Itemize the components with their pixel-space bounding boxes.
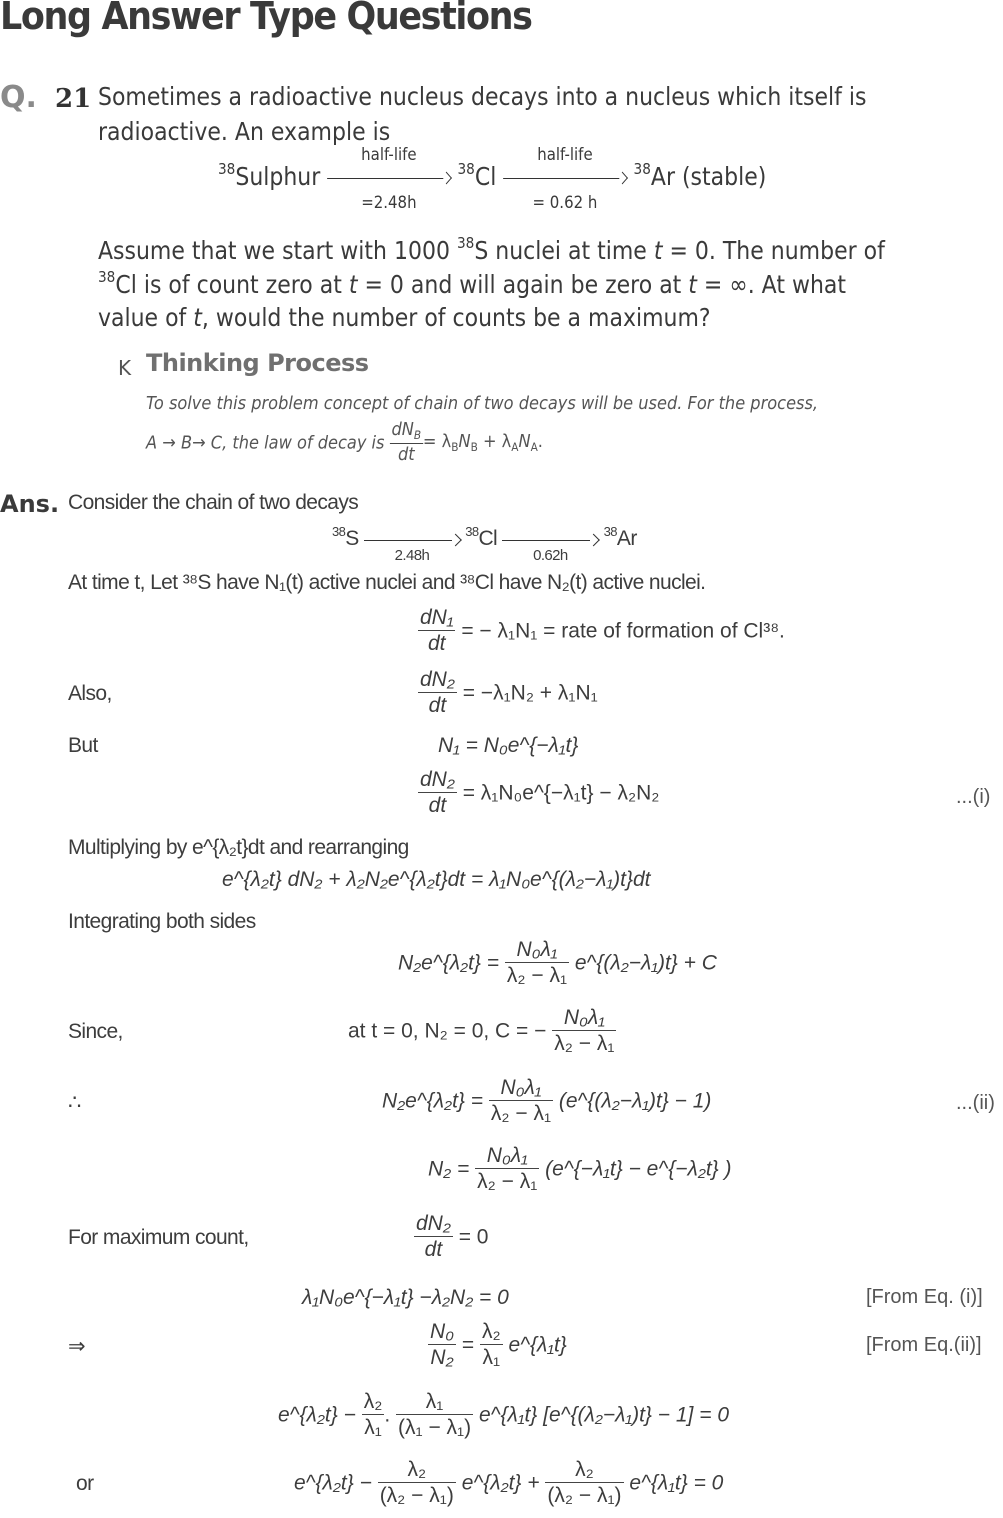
question-intro-line2: radioactive. An example is	[98, 117, 391, 146]
equation-2: $\frac{\text{dN₂}}{dt}$ = −λ₁N₂ + λ₁N₁	[420, 668, 598, 718]
decay-law-fraction: $\frac{dN_B}{dt}$	[391, 419, 422, 465]
arrow-head-icon	[588, 533, 601, 546]
arrow-head-icon	[617, 171, 628, 184]
thinking-process-title: Thinking Process	[146, 349, 369, 377]
decay-arrow: 2.48h	[364, 527, 460, 553]
equation-6: N₂e^{λ₂t} = $\frac{\text{N₀λ₁}}{\text{λ₂ − λ₁}}$ e^{(λ₂−λ₁)t} + C	[398, 938, 717, 988]
arrow-label-top: half-life	[361, 144, 417, 165]
arrow-head-icon	[449, 533, 462, 546]
equation-ref-i: [From Eq. (i)]	[866, 1286, 983, 1308]
mass-number: 38	[633, 160, 651, 178]
answer-decay-chain: $^{38}$S 2.48h $^{38}$Cl 0.62h $^{38}$Ar	[332, 524, 637, 564]
nucleus-chlorine: Cl	[474, 161, 497, 191]
nucleus-argon: Ar (stable)	[650, 161, 767, 191]
question-label: Q.	[0, 80, 37, 115]
question-decay-chain	[218, 144, 767, 213]
equation-12: $\frac{\text{N₀}}{\text{N₂}}$ = $\frac{\text{λ₂}}{\text{λ₁}}$ e^{λ₁t}	[430, 1320, 567, 1370]
equation-tag-i: ...(i)	[956, 786, 991, 808]
equation-4: $\frac{\text{dN₂}}{dt}$ = λ₁N₀e^{−λ₁t} − λ₂N₂	[420, 768, 660, 818]
equation-10: $\frac{\text{dN₂}}{dt}$ = 0	[416, 1212, 489, 1262]
since-label: Since,	[68, 1020, 123, 1043]
equation-5: e^{λ₂t} dN₂ + λ₂N₂e^{λ₂t}dt = λ₁N₀e^{(λ₂−λ₁)t}dt	[222, 868, 651, 891]
decay-arrow: 0.62h	[502, 527, 598, 553]
arrow-label-bottom: = 0.62 h	[532, 192, 598, 213]
maximum-count-label: For maximum count,	[68, 1226, 249, 1249]
equation-9: N₂ = $\frac{\text{N₀λ₁}}{\text{λ₂ − λ₁}}$ (e^{−λ₁t} − e^{−λ₂t} )	[428, 1144, 732, 1194]
equation-11: λ₁N₀e^{−λ₁t} −λ₂N₂ = 0	[302, 1286, 509, 1309]
implies-symbol: ⇒	[68, 1335, 85, 1358]
thinking-line2: A → B→ C, the law of decay is $\frac{dN_B}{dt}$ = $\lambda_BN_B + \lambda_AN_A$.	[146, 419, 543, 465]
arrow-head-icon	[441, 171, 452, 184]
question-intro-line1: Sometimes a radioactive nucleus decays into a nucleus which itself is	[98, 82, 867, 111]
equation-1: $\frac{\text{dN₁}}{dt}$ = − λ₁N₁ = rate of formation of Cl³⁸.	[420, 606, 785, 656]
or-label: or	[76, 1472, 94, 1495]
multiplying-text: Multiplying by e^{λ₂t}dt and rearranging	[68, 836, 409, 859]
thinking-line1: To solve this problem concept of chain of two decays will be used. For the process,	[146, 393, 819, 414]
mass-number: 38	[457, 160, 475, 178]
equation-7: at t = 0, N₂ = 0, C = − $\frac{\text{N₀λ₁}}{\text{λ₂ − λ₁}}$	[348, 1006, 615, 1056]
nucleus-sulphur: Sulphur	[235, 161, 321, 191]
decay-arrow	[327, 144, 450, 213]
equation-14: e^{λ₂t} − $\frac{\text{λ₂}}{\text{(λ₂ − λ₁)}}$ e^{λ₂t} + $\frac{\text{λ₂}}{\text{(λ₂ − λ₁)}}$ e^{λ₁t} = 0	[294, 1458, 724, 1508]
section-title: Long Answer Type Questions	[0, 0, 532, 38]
equation-3: N₁ = N₀e^{−λ₁t}	[438, 734, 579, 757]
question-para-line2: $^{38}$Cl is of count zero at t = 0 and will again be zero at t = ∞. At what	[98, 268, 847, 299]
question-para-line3: value of t, would the number of counts be a maximum?	[98, 303, 711, 332]
arrow-label-bottom: =2.48h	[361, 192, 417, 213]
question-number: 21	[55, 84, 92, 114]
equation-8: N₂e^{λ₂t} = $\frac{\text{N₀λ₁}}{\text{λ₂ − λ₁}}$ (e^{(λ₂−λ₁)t} − 1)	[382, 1076, 712, 1126]
equation-ref-ii: [From Eq.(ii)]	[866, 1334, 982, 1356]
answer-label: Ans.	[0, 490, 60, 518]
equation-tag-ii: ...(ii)	[956, 1092, 995, 1114]
answer-at-time-line: At time t, Let ³⁸S have N₁(t) active nuclei and ³⁸Cl have N₂(t) active nuclei.	[68, 571, 706, 594]
but-label: But	[68, 734, 98, 757]
mass-number: 38	[218, 160, 236, 178]
equation-13: e^{λ₂t} − $\frac{\text{λ₂}}{\text{λ₁}}$ . $\frac{\text{λ₁}}{\text{(λ₁ − λ₁)}}$ e^{λ₁t} [e^{(λ₂−λ₁)t} − 1] = 0	[278, 1390, 729, 1440]
decay-arrow	[503, 144, 626, 213]
arrow-label-top: half-life	[537, 144, 593, 165]
question-para-line1: Assume that we start with 1000 $^{38}$S nuclei at time t = 0. The number of	[98, 234, 885, 265]
answer-intro: Consider the chain of two decays	[68, 491, 359, 514]
integrating-text: Integrating both sides	[68, 910, 256, 933]
also-label: Also,	[68, 682, 112, 705]
thinking-marker-icon: K	[118, 356, 132, 380]
therefore-symbol: ∴	[68, 1091, 81, 1114]
